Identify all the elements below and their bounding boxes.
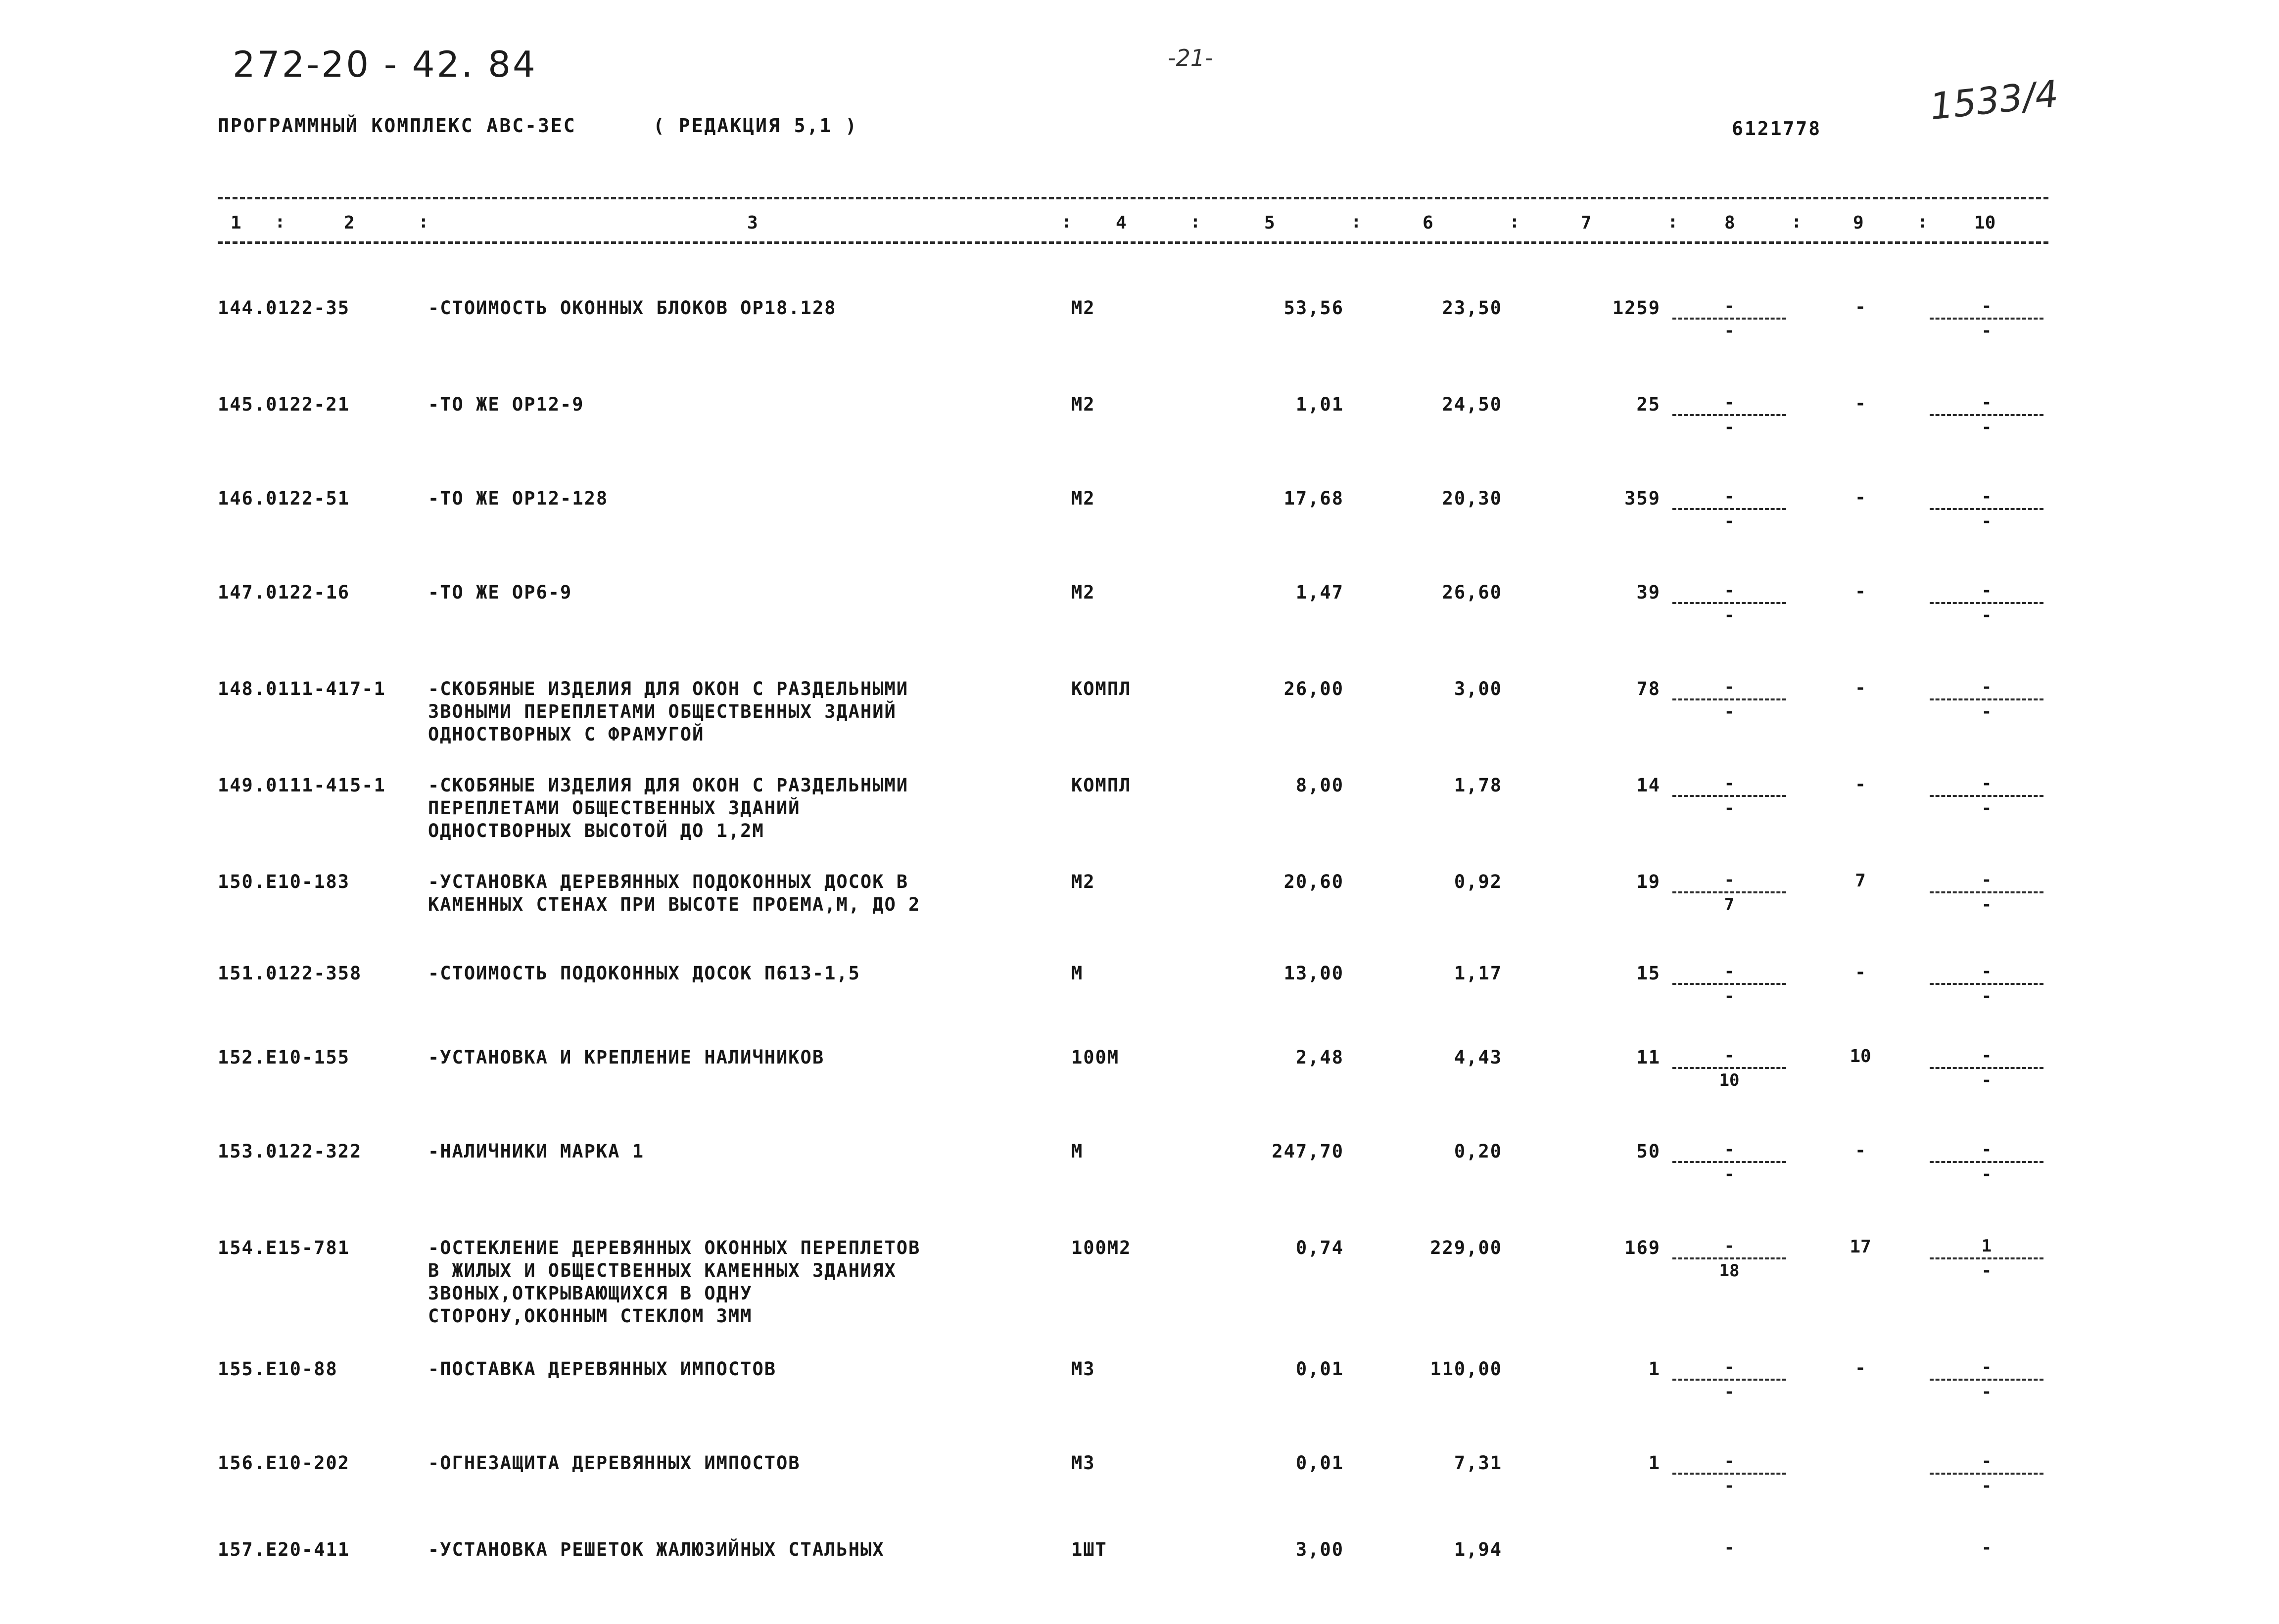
item-unit-price: 229,00 (1430, 1237, 1502, 1258)
column-number: 3 (747, 213, 758, 233)
col10-fraction-top: - (1981, 870, 1992, 890)
col8-fraction-bottom: - (1724, 1164, 1735, 1184)
col10-fraction (1930, 1044, 2043, 1092)
item-name: -ОГНЕЗАЩИТА ДЕРЕВЯННЫХ ИМПОСТОВ (428, 1452, 801, 1474)
item-unit: М (1071, 1141, 1084, 1162)
item-unit-price: 4,43 (1454, 1047, 1502, 1068)
col10-fraction-bottom: - (1981, 1476, 1992, 1496)
column-number: 10 (1974, 213, 1996, 233)
col8-fraction (1672, 1044, 1786, 1092)
item-unit: 1ШТ (1071, 1539, 1107, 1560)
item-name: -ТО ЖЕ ОР12-128 (428, 488, 609, 509)
col8-fraction-top: - (1724, 1538, 1735, 1558)
column-separator: : (1667, 212, 1678, 232)
column-number: 5 (1264, 213, 1275, 233)
item-total: 19 (1636, 871, 1661, 892)
item-quantity: 2,48 (1295, 1047, 1344, 1068)
col8-fraction (1672, 295, 1786, 342)
col8-fraction (1672, 1356, 1786, 1403)
col9-value: - (1855, 487, 1866, 508)
col8-fraction-bottom: - (1724, 1476, 1735, 1496)
item-name: -ОСТЕКЛЕНИЕ ДЕРЕВЯННЫХ ОКОННЫХ ПЕРЕПЛЕТОВ В ЖИЛЫХ И ОБЩЕСТВЕННЫХ КАМЕННЫХ ЗДАНИЯХ ЗВОНЫХ,ОТКРЫВАЮЩИХСЯ В ОДНУ СТОРОНУ,ОКОННЫМ СТЕКЛОМ 3ММ (428, 1237, 921, 1327)
item-name: -НАЛИЧНИКИ МАРКА 1 (428, 1141, 644, 1162)
document-id: 6121778 (1732, 118, 1822, 139)
col9-value: - (1855, 297, 1866, 317)
col8-fraction-bottom: - (1724, 986, 1735, 1006)
item-unit: М2 (1071, 871, 1095, 892)
col10-fraction (1930, 772, 2043, 820)
item-unit-price: 3,00 (1454, 678, 1502, 699)
item-code: 157.Е20-411 (218, 1539, 350, 1560)
col10-fraction-top: 1 (1981, 1236, 1992, 1256)
item-total: 78 (1636, 678, 1661, 699)
col9-value: - (1855, 774, 1866, 794)
col8-fraction-top: - (1724, 296, 1735, 316)
col10-fraction-bottom: - (1981, 986, 1992, 1006)
item-quantity: 0,74 (1295, 1237, 1344, 1258)
col9-value: - (1855, 1140, 1866, 1160)
col9-value: 17 (1850, 1237, 1871, 1257)
column-separator: : (1061, 212, 1072, 232)
col8-fraction (1672, 960, 1786, 1008)
col8-fraction-top: - (1724, 774, 1735, 793)
col8-fraction (1672, 579, 1786, 627)
col10-fraction-bottom: - (1981, 418, 1992, 437)
item-quantity: 0,01 (1295, 1358, 1344, 1380)
item-code: 156.Е10-202 (218, 1452, 350, 1474)
item-unit: КОМПЛ (1071, 775, 1132, 796)
item-unit-price: 24,50 (1442, 394, 1502, 415)
col10-fraction-bottom (1930, 1559, 2043, 1582)
col8-fraction-bottom (1672, 1559, 1786, 1582)
col8-fraction-top: - (1724, 393, 1735, 413)
col10-fraction-top: - (1981, 677, 1992, 697)
item-unit-price: 110,00 (1430, 1358, 1502, 1380)
item-unit: 100М2 (1071, 1237, 1132, 1258)
col8-fraction (1672, 1450, 1786, 1497)
edition-label: ( РЕДАКЦИЯ 5,1 ) (653, 115, 858, 137)
item-unit: М2 (1071, 582, 1095, 603)
item-code: 151.0122-358 (218, 963, 362, 984)
item-unit: КОМПЛ (1071, 678, 1132, 699)
item-name: -СТОИМОСТЬ ОКОННЫХ БЛОКОВ ОР18.128 (428, 297, 837, 319)
col8-fraction (1672, 1138, 1786, 1186)
item-quantity: 3,00 (1295, 1539, 1344, 1560)
col8-fraction-bottom: 18 (1719, 1261, 1740, 1281)
item-name: -ПОСТАВКА ДЕРЕВЯННЫХ ИМПОСТОВ (428, 1358, 777, 1380)
col10-fraction-top: - (1981, 1357, 1992, 1377)
col10-fraction-top: - (1981, 296, 1992, 316)
col10-fraction (1930, 391, 2043, 439)
col10-fraction-bottom: - (1981, 511, 1992, 531)
item-quantity: 17,68 (1283, 488, 1344, 509)
column-separator: : (1509, 212, 1520, 232)
col10-fraction-bottom: - (1981, 321, 1992, 341)
item-total: 169 (1624, 1237, 1661, 1258)
col8-fraction-top: - (1724, 677, 1735, 697)
col8-fraction-bottom: - (1724, 798, 1735, 818)
column-separator: : (1791, 212, 1802, 232)
col8-fraction (1672, 485, 1786, 533)
col10-fraction-top: - (1981, 1046, 1992, 1066)
col10-fraction-bottom: - (1981, 605, 1992, 625)
col10-fraction-top: - (1981, 1538, 1992, 1558)
col10-fraction (1930, 960, 2043, 1008)
col10-fraction (1930, 869, 2043, 916)
column-separator: : (1351, 212, 1362, 232)
item-code: 152.Е10-155 (218, 1047, 350, 1068)
item-name: -УСТАНОВКА И КРЕПЛЕНИЕ НАЛИЧНИКОВ (428, 1047, 825, 1068)
col10-fraction-bottom: - (1981, 1164, 1992, 1184)
item-unit-price: 7,31 (1454, 1452, 1502, 1474)
item-code: 149.0111-415-1 (218, 775, 386, 796)
col8-fraction (1672, 869, 1786, 916)
item-total: 25 (1636, 394, 1661, 415)
col9-value: - (1855, 962, 1866, 982)
item-unit-price: 0,20 (1454, 1141, 1502, 1162)
col10-fraction-top: - (1981, 1451, 1992, 1471)
item-total: 1 (1648, 1452, 1661, 1474)
col8-fraction-top: - (1724, 1357, 1735, 1377)
item-quantity: 1,01 (1295, 394, 1344, 415)
item-quantity: 13,00 (1283, 963, 1344, 984)
col10-fraction (1930, 579, 2043, 627)
column-separator: : (418, 212, 429, 232)
item-unit-price: 1,94 (1454, 1539, 1502, 1560)
item-code: 155.Е10-88 (218, 1358, 338, 1380)
item-unit: М3 (1071, 1358, 1095, 1380)
col10-fraction-top: - (1981, 487, 1992, 507)
col9-value: 7 (1855, 871, 1866, 891)
col8-fraction-bottom: - (1724, 511, 1735, 531)
item-name: -СТОИМОСТЬ ПОДОКОННЫХ ДОСОК П613-1,5 (428, 963, 860, 984)
col8-fraction-bottom: - (1724, 605, 1735, 625)
item-code: 150.Е10-183 (218, 871, 350, 892)
item-unit-price: 26,60 (1442, 582, 1502, 603)
col8-fraction (1672, 1536, 1786, 1582)
col8-fraction-top: - (1724, 962, 1735, 981)
col8-fraction-top: - (1724, 581, 1735, 601)
column-number: 6 (1423, 213, 1433, 233)
col8-fraction-top: - (1724, 1046, 1735, 1066)
item-total: 359 (1624, 488, 1661, 509)
col8-fraction-bottom: - (1724, 1382, 1735, 1402)
col9-value: - (1855, 581, 1866, 602)
item-code: 144.0122-35 (218, 297, 350, 319)
col8-fraction-top: - (1724, 1140, 1735, 1160)
item-code: 148.0111-417-1 (218, 678, 386, 699)
col8-fraction-bottom: - (1724, 418, 1735, 437)
col8-fraction-bottom: 10 (1719, 1070, 1740, 1090)
item-unit: 100М (1071, 1047, 1120, 1068)
item-unit: М (1071, 963, 1084, 984)
item-unit-price: 1,17 (1454, 963, 1502, 984)
item-total: 50 (1636, 1141, 1661, 1162)
item-unit: М2 (1071, 488, 1095, 509)
item-quantity: 53,56 (1283, 297, 1344, 319)
col10-fraction (1930, 1235, 2043, 1282)
item-total: 14 (1636, 775, 1661, 796)
column-separator: : (1190, 212, 1201, 232)
col8-fraction-top: - (1724, 1451, 1735, 1471)
col10-fraction-bottom: - (1981, 895, 1992, 915)
item-name: -УСТАНОВКА ДЕРЕВЯННЫХ ПОДОКОННЫХ ДОСОК В КАМЕННЫХ СТЕНАХ ПРИ ВЫСОТЕ ПРОЕМА,М, ДО 2 (428, 871, 921, 915)
item-name: -ТО ЖЕ ОР12-9 (428, 394, 584, 415)
col10-fraction (1930, 295, 2043, 342)
col8-fraction (1672, 772, 1786, 820)
item-code: 153.0122-322 (218, 1141, 362, 1162)
document-code: 272-20 - 42. 84 (233, 44, 537, 85)
item-unit-price: 1,78 (1454, 775, 1502, 796)
column-separator: : (275, 212, 285, 232)
col10-fraction (1930, 1138, 2043, 1186)
item-code: 147.0122-16 (218, 582, 350, 603)
item-quantity: 247,70 (1272, 1141, 1344, 1162)
item-unit: М2 (1071, 297, 1095, 319)
item-unit: М2 (1071, 394, 1095, 415)
column-number: 4 (1116, 213, 1127, 233)
item-name: -ТО ЖЕ ОР6-9 (428, 582, 572, 603)
item-quantity: 26,00 (1283, 678, 1344, 699)
item-unit-price: 0,92 (1454, 871, 1502, 892)
item-name: -СКОБЯНЫЕ ИЗДЕЛИЯ ДЛЯ ОКОН С РАЗДЕЛЬНЫМИ ПЕРЕПЛЕТАМИ ОБЩЕСТВЕННЫХ ЗДАНИЙ ОДНОСТВОРНЫХ ВЫСОТОЙ ДО 1,2М (428, 775, 909, 841)
col8-fraction-bottom: 7 (1724, 895, 1735, 915)
item-unit-price: 20,30 (1442, 488, 1502, 509)
col9-value: 10 (1850, 1046, 1871, 1067)
column-number: 1 (231, 213, 241, 233)
col9-value: - (1855, 678, 1866, 698)
col10-fraction-top: - (1981, 962, 1992, 981)
sheet-number-handwritten: 1533/4 (1928, 72, 2061, 129)
column-number: 9 (1853, 213, 1864, 233)
col10-fraction (1930, 485, 2043, 533)
item-total: 39 (1636, 582, 1661, 603)
col10-fraction-top: - (1981, 774, 1992, 793)
column-number: 8 (1724, 213, 1735, 233)
header-rule-top (218, 197, 2048, 199)
col8-fraction-bottom: - (1724, 702, 1735, 722)
header-rule-bottom (218, 241, 2048, 244)
item-quantity: 0,01 (1295, 1452, 1344, 1474)
col10-fraction-top: - (1981, 393, 1992, 413)
col10-fraction (1930, 1450, 2043, 1497)
program-title: ПРОГРАММНЫЙ КОМПЛЕКС АВС-ЗЕС (218, 115, 576, 137)
col10-fraction-bottom: - (1981, 1382, 1992, 1402)
column-number: 2 (344, 213, 355, 233)
column-number: 7 (1581, 213, 1592, 233)
item-code: 145.0122-21 (218, 394, 350, 415)
column-separator: : (1917, 212, 1928, 232)
col8-fraction-top: - (1724, 870, 1735, 890)
col10-fraction-bottom: - (1981, 1261, 1992, 1281)
col10-fraction (1930, 1356, 2043, 1403)
col9-value: - (1855, 393, 1866, 414)
col8-fraction-top: - (1724, 1236, 1735, 1256)
col10-fraction-top: - (1981, 1140, 1992, 1160)
col8-fraction (1672, 391, 1786, 439)
col9-value: - (1855, 1358, 1866, 1378)
item-total: 11 (1636, 1047, 1661, 1068)
col10-fraction (1930, 676, 2043, 723)
col10-fraction-bottom: - (1981, 798, 1992, 818)
col8-fraction-bottom: - (1724, 321, 1735, 341)
item-quantity: 1,47 (1295, 582, 1344, 603)
item-code: 154.Е15-781 (218, 1237, 350, 1258)
item-total: 1259 (1612, 297, 1661, 319)
item-name: -СКОБЯНЫЕ ИЗДЕЛИЯ ДЛЯ ОКОН С РАЗДЕЛЬНЫМИ ЗВОНЫМИ ПЕРЕПЛЕТАМИ ОБЩЕСТВЕННЫХ ЗДАНИЙ ОДНОСТВОРНЫХ С ФРАМУГОЙ (428, 678, 909, 745)
col10-fraction-top: - (1981, 581, 1992, 601)
item-total: 1 (1648, 1358, 1661, 1380)
item-quantity: 20,60 (1283, 871, 1344, 892)
item-unit-price: 23,50 (1442, 297, 1502, 319)
item-quantity: 8,00 (1295, 775, 1344, 796)
item-name: -УСТАНОВКА РЕШЕТОК ЖАЛЮЗИЙНЫХ СТАЛЬНЫХ (428, 1539, 885, 1560)
page-number: -21- (1168, 45, 1213, 71)
item-total: 15 (1636, 963, 1661, 984)
col10-fraction-bottom: - (1981, 702, 1992, 722)
item-unit: М3 (1071, 1452, 1095, 1474)
col10-fraction (1930, 1536, 2043, 1582)
col8-fraction-top: - (1724, 487, 1735, 507)
item-code: 146.0122-51 (218, 488, 350, 509)
col10-fraction-bottom: - (1981, 1070, 1992, 1090)
col8-fraction (1672, 1235, 1786, 1282)
col8-fraction (1672, 676, 1786, 723)
